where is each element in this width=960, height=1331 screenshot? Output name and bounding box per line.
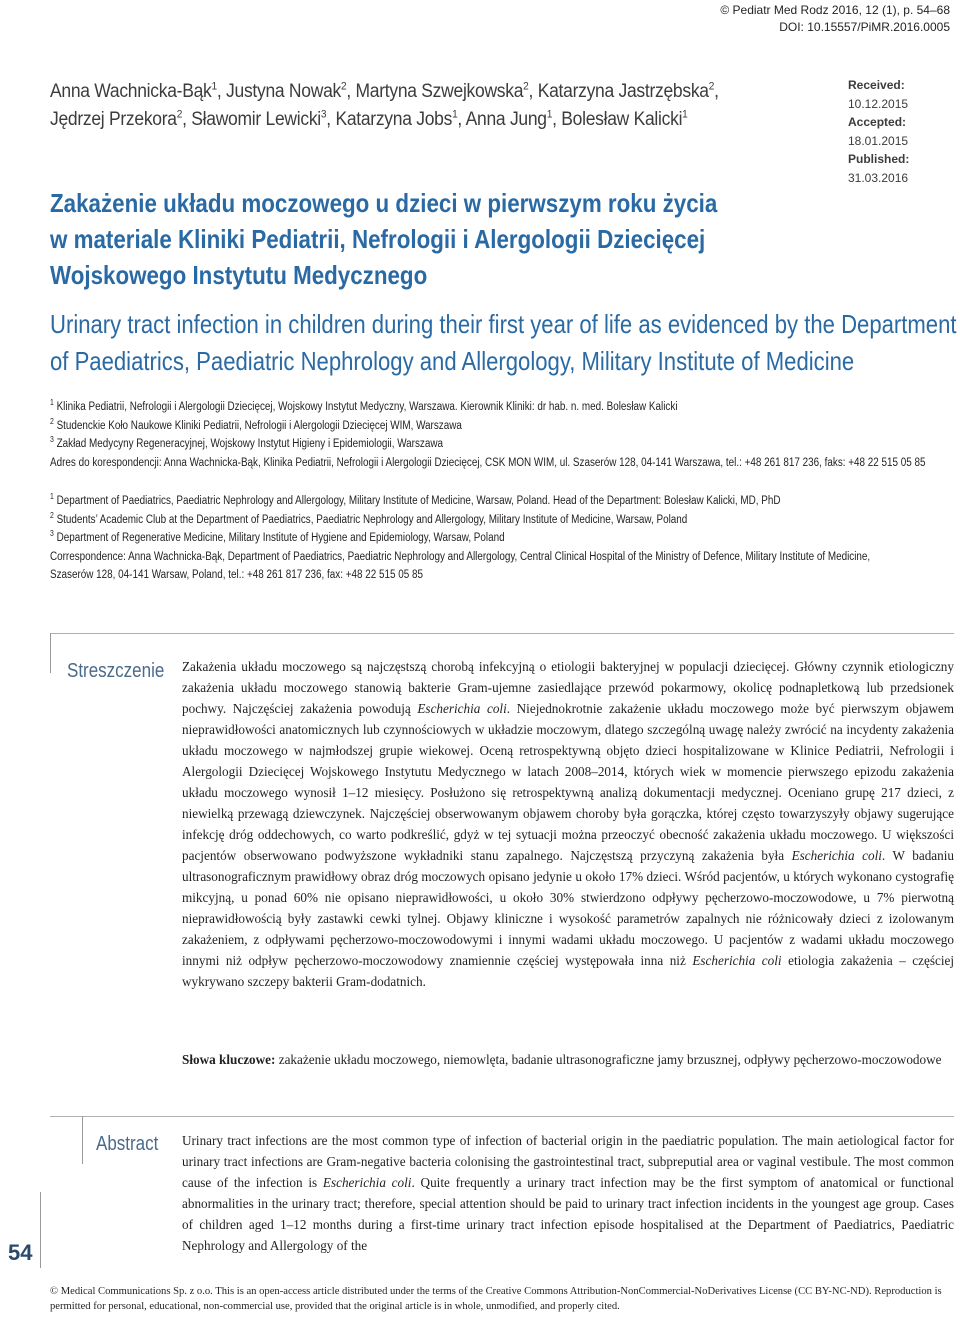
author: Katarzyna Jobs$^1$, [335, 108, 466, 130]
abstract-text: Urinary tract infections are the most common type of infection of bacterial origin in the paediatric population. The main aetiological factor for urinary tract infections are Gram-negative bacteria colonising the gastrointestinal tract, subpreputial area or vaginal vestibule. The most common cause of the infection is Escherichia coli. Quite frequently a urinary tract infection may be the first symptom of anatomical or functional abnormalities in the urinary tract; therefore, special attention should be paid to urinary tract infection incidents in the youngest age group. Cases of children aged 1–12 months during a first-time urinary tract infection episode hospitalised at the Department of Paediatrics, Paediatric Nephrology and Allergology of the [182, 1133, 954, 1253]
divider [82, 1116, 83, 1164]
article-dates [848, 76, 960, 187]
correspondence-address: Correspondence: Anna Wachnicka-Bąk, Department of Paediatrics, Paediatric Nephrology and Allergology, Central Clinical Hospital of the Ministry of Defence, Military Institute of Medicine, [50, 550, 871, 563]
title-line: w materiale Kliniki Pediatrii, Nefrologii i Alergologii Dziecięcej [50, 224, 706, 254]
citation-line: © Pediatr Med Rodz 2016, 12 (1), p. 54–68 [720, 3, 950, 17]
author: Sławomir Lewicki$^3$, [191, 108, 336, 130]
author: Justyna Nowak$^2$, [226, 80, 356, 102]
affiliation: $^1$ Department of Paediatrics, Paediatric Nephrology and Allergology, Military Institute of Medicine, Warsaw, Poland. Head of the Department: Bolesław Kalicki, MD, PhD [50, 492, 781, 507]
affiliation: $^3$ Department of Regenerative Medicine, Military Institute of Hygiene and Epidemiology, Warsaw, Poland [50, 529, 505, 544]
author: Martyna Szwejkowska$^2$, [355, 80, 538, 102]
affiliations-polish [50, 398, 926, 472]
correspondence-address: Szaserów 128, 04-141 Warsaw, Poland, tel.: +48 261 817 236, fax: +48 22 515 05 85 [50, 569, 423, 581]
divider [50, 633, 51, 673]
title-english [50, 306, 957, 380]
author-list [50, 78, 731, 134]
author: Katarzyna Jastrzębska$^2$, [537, 80, 719, 102]
doi-line: DOI: 10.15557/PiMR.2016.0005 [779, 20, 950, 34]
divider [50, 633, 954, 634]
correspondence-address: Adres do korespondencji: Anna Wachnicka-Bąk, Klinika Pediatrii, Nefrologii i Alergologii Dziecięcej, CSK MON WIM, ul. Szaserów 128, 04-141 Warszawa, tel.: +48 261 817 236, faks: +48 22 515 05 85 [50, 456, 926, 469]
keywords-label: Słowa kluczowe: [182, 1052, 276, 1067]
published-date: Published: 31.03.2016 [848, 152, 910, 185]
author: Anna Jung$^1$, [465, 108, 562, 130]
title-polish [50, 185, 790, 293]
streszczenie-heading: Streszczenie [67, 660, 165, 682]
title-line: Urinary tract infection in children during their first year of life as evidenced by the Department [50, 309, 957, 339]
divider [40, 1192, 41, 1268]
affiliation: $^2$ Studenckie Koło Naukowe Kliniki Pediatrii, Nefrologii i Alergologii Dziecięcej WIM, Warszawa [50, 416, 462, 432]
keywords: Słowa kluczowe: zakażenie układu moczowego, niemowlęta, badanie ultrasonograficzne jamy brzusznej, odpływy pęcherzowo-moczowodowe [182, 1052, 942, 1067]
title-line: Wojskowego Instytutu Medycznego [50, 260, 428, 290]
affiliation: $^3$ Zakład Medycyny Regeneracyjnej, Wojskowy Instytut Higieny i Epidemiologii, Warszawa [50, 435, 444, 450]
author: Jędrzej Przekora$^2$, [50, 108, 192, 130]
license-footer: © Medical Communications Sp. z o.o. This is an open-access article distributed under the terms of the Creative Commons Attribution-NonCommercial-NoDerivatives License (CC BY-NC-ND). Reproduction is permitted for personal, educational, non-commercial use, provided that the original article is in whole, unmodified, and properly cited. [50, 1286, 942, 1312]
affiliation: $^1$ Klinika Pediatrii, Nefrologii i Alergologii Dziecięcej, Wojskowy Instytut Medyczny, Warszawa. Kierownik Kliniki: dr hab. n. med. Bolesław Kalicki [50, 398, 678, 413]
title-line: Zakażenie układu moczowego u dzieci w pierwszym roku życia [50, 188, 718, 218]
author: Anna Wachnicka-Bąk$^1$, [50, 80, 227, 102]
citation-header [720, 2, 950, 36]
title-line: of Paediatrics, Paediatric Nephrology and Allergology, Military Institute of Medicine [50, 346, 855, 376]
affiliations-english [50, 492, 871, 585]
affiliation: $^2$ Students’ Academic Club at the Department of Paediatrics, Paediatric Nephrology and Allergology, Military Institute of Medicine, Warsaw, Poland [50, 510, 688, 526]
abstract-heading: Abstract [96, 1133, 159, 1155]
author: Bolesław Kalicki$^1$ [561, 108, 688, 130]
received-date: Received: 10.12.2015 [848, 78, 909, 111]
page-number: 54 [8, 1240, 33, 1265]
divider [50, 1116, 954, 1117]
streszczenie-text: Zakażenia układu moczowego są najczęstszą chorobą infekcyjną o etiologii bakteryjnej w populacji dziecięcej. Główny czynnik etiologiczny zakażenia układu moczowego stanowią bakterie Gram-ujemne zasiedlające przewód pokarmowy, okolicę podnapletkową lub przedsionek pochwy. Najczęściej zakażenia powodują Escherichia coli. Niejednokrotnie zakażenie układu moczowego może być pierwszym objawem nieprawidłowości anatomicznych lub czynnościowych w układzie moczowym, dlatego szczególną uwagę należy zwrócić na incydenty zakażenia układu moczowego w najmłodszej grupie wiekowej. Oceną retrospektywną objęto dzieci hospitalizowane w Klinice Pediatrii, Nefrologii i Alergologii Dziecięcej Wojskowego Instytutu Medycznego w latach 2008–2014, których wiek w momencie pierwszego epizodu zakażenia układu moczowego wynosił 1–12 miesięcy. Posłużono się retrospektywną analizą dokumentacji medycznej. Oceniano grupę 217 dzieci, z niewielką przewagą dziewczynek. Najczęściej obserwowanym objawem choroby była gorączka, której często towarzyszyły objawy sugerujące infekcję dróg oddechowych, co warto podkreślić, gdyż w tej sytuacji można przeoczyć obecność zakażenia układu moczowego. U większości pacjentów obserwowano podwyższone wykładniki stanu zapalnego. Najczęstszą przyczyną zakażenia była Escherichia coli. W badaniu ultrasonograficznym prawidłowy obraz dróg moczowych opisano jedynie u około 17% dzieci. Wśród pacjentów, u których wykonano cystografię mikcyjną, u ponad 60% nie opisano nieprawidłowości, u około 30% stwierdzono odpływy pęcherzowo-moczowodowe, u 7% pierwotną nieprawidłowością były zastawki cewki tylnej. Objawy kliniczne i wysokość parametrów zapalnych nie różnicowały dzieci z izolowanym zakażeniem, z odpływami pęcherzowo-moczowodowymi i innymi wadami układu moczowego. U pacjentów z wadami układu moczowego innymi niż odpływ pęcherzowo-moczowodowy znamiennie częściej występowała inna niż Escherichia coli etiologia zakażenia – częściej wykrywano szczepy bakterii Gram-dodatnich. [182, 659, 955, 989]
accepted-date: Accepted: 18.01.2015 [848, 115, 909, 148]
